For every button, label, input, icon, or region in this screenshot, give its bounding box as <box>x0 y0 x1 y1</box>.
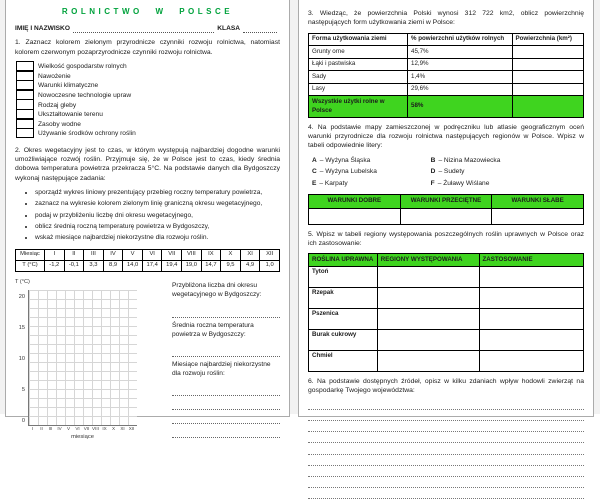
question-1-checklist <box>16 62 280 139</box>
usage-blank-cell <box>479 329 584 350</box>
usage-blank-cell <box>479 308 584 329</box>
land-use-name: Lasy <box>309 83 408 96</box>
usage-blank-cell <box>479 287 584 308</box>
region-option <box>431 156 550 165</box>
empty-line-chart <box>15 279 161 442</box>
name-label: IMIĘ I NAZWISKO <box>15 25 70 33</box>
regions-blank-cell <box>377 329 479 350</box>
checklist-row <box>16 91 280 101</box>
area-blank-cell <box>512 46 584 59</box>
x-tick: X <box>111 426 116 432</box>
table-total-row <box>309 96 584 117</box>
table-row <box>309 208 584 224</box>
option-name: – Sudety <box>438 168 465 176</box>
task-item: • sporządź wykres liniowy prezentujący przebieg roczny temperatury powietrza, <box>35 188 280 197</box>
answer-blank-line <box>172 427 280 438</box>
month-cell: VIII <box>182 250 202 261</box>
name-blank-line <box>73 25 214 33</box>
option-letter: B <box>430 156 436 164</box>
month-cell: XI <box>240 250 260 261</box>
temp-cell: 4,9 <box>240 261 260 272</box>
x-tick: XII <box>128 426 135 432</box>
month-cell: VII <box>162 250 182 261</box>
table-row <box>309 350 584 371</box>
regions-blank-cell <box>377 350 479 371</box>
region-options-list <box>312 156 549 188</box>
answer-prompt: Przybliżona liczba dni okresu wegetacyjnego w Bydgoszczy: <box>172 282 262 299</box>
land-use-percent: 45,7% <box>408 46 513 59</box>
temp-cell: 19,4 <box>162 261 182 272</box>
option-letter: A <box>312 156 317 164</box>
regions-blank-cell <box>377 308 479 329</box>
area-blank-cell <box>512 83 584 96</box>
task-item: • zaznacz na wykresie kolorem zielonym linię graniczną okresu wegetacyjnego, <box>35 199 280 208</box>
temperature-table <box>15 249 280 272</box>
temp-cell: 14,7 <box>201 261 221 272</box>
checkbox-label: Nowoczesne technologie upraw <box>38 91 132 99</box>
temp-cell: -0,1 <box>64 261 84 272</box>
answer-blank-line <box>172 346 280 357</box>
checklist-row <box>16 71 280 81</box>
table-row <box>309 46 584 59</box>
usage-blank-cell <box>479 350 584 371</box>
area-blank-cell <box>512 58 584 71</box>
land-use-percent: 12,9% <box>408 58 513 71</box>
answer-blank-line <box>308 434 584 444</box>
option-name: – Nizina Mazowiecka <box>438 156 501 164</box>
column-header: ROŚLINA UPRAWNA <box>309 254 378 267</box>
question-3-text: 3. Wiedząc, że powierzchnia Polski wynosi 312 722 km2, oblicz powierzchnię następujących form użytkowania ziemi w Polsce: <box>308 10 584 27</box>
area-blank-cell <box>512 96 584 117</box>
x-tick: VII <box>83 426 90 432</box>
question-6-text: 6. Na podstawie dostępnych źródeł, opisz w kilku zdaniach wpływ hodowli zwierząt na gospodarkę Twojego województwa: <box>308 377 584 395</box>
column-header: WARUNKI SŁABE <box>492 194 584 208</box>
answer-blank-line <box>308 489 584 499</box>
region-option <box>431 167 550 176</box>
chart-y-ticks <box>15 290 28 425</box>
checklist-row <box>16 100 280 110</box>
x-tick: IV <box>57 426 62 432</box>
y-tick: 15 <box>18 325 25 332</box>
checkbox-label: Rodzaj gleby <box>38 101 77 109</box>
checkbox-label: Warunki klimatyczne <box>38 82 99 90</box>
region-option <box>312 167 431 176</box>
temp-cell: 3,3 <box>84 261 104 272</box>
checkbox-label: Wielkość gospodarstw rolnych <box>38 63 127 71</box>
option-name: – Wyżyna Śląska <box>319 156 371 164</box>
column-header: REGIONY WYSTĘPOWANIA <box>377 254 479 267</box>
question-2-text: 2. Okres wegetacyjny jest to czas, w którym występują najbardziej dogodne warunki umożliwiające rozwój roślin. Przyjmuje się, że w Polsce jest to czas, kiedy średnia dobowa temperatura powietrza przekracza 5°C. Na podstawie danych dla Bydgoszczy wykonaj następujące zadania: <box>15 146 280 182</box>
land-use-percent: 1,4% <box>408 71 513 84</box>
temps-row <box>16 261 280 272</box>
option-letter: D <box>430 168 436 176</box>
worksheet-page-2 <box>298 0 594 417</box>
option-letter: F <box>430 179 435 187</box>
answer-blank-line <box>172 307 280 318</box>
question-2-answer-column <box>161 279 280 442</box>
option-letter: C <box>312 168 317 176</box>
usage-blank-cell <box>479 266 584 287</box>
x-tick: IX <box>102 426 107 432</box>
checkbox-label: Używanie środków ochrony roślin <box>38 130 136 138</box>
name-class-row <box>15 24 280 33</box>
column-header: % powierzchni użytków rolnych <box>408 33 513 46</box>
x-tick: III <box>48 426 53 432</box>
question-1-text: 1. Zaznacz kolorem zielonym przyrodnicze czynniki rozwoju rolnictwa, natomiast kolorem czerwonym pozaprzyrodnicze czynniki rozwoju rolnictwa. <box>15 39 280 56</box>
answer-blank-line <box>308 445 584 455</box>
temp-cell: -1,2 <box>45 261 65 272</box>
crop-name: Chmiel <box>309 350 378 371</box>
land-use-name: Sady <box>309 71 408 84</box>
answer-blank-line <box>308 478 584 488</box>
month-cell: III <box>84 250 104 261</box>
column-header: Forma użytkowania ziemi <box>309 33 408 46</box>
checkbox-label: Ukształtowanie terenu <box>38 111 103 119</box>
table-row <box>309 58 584 71</box>
task-item: • oblicz średnią roczną temperaturę powietrza w Bydgoszczy, <box>35 222 280 231</box>
crop-name: Rzepak <box>309 287 378 308</box>
temp-cell: 19,0 <box>182 261 202 272</box>
crops-table <box>308 253 584 372</box>
question-6-answer-lines <box>308 401 584 499</box>
option-name: – Wyżyna Lubelska <box>319 168 377 176</box>
worksheet-page-1 <box>5 0 290 441</box>
crop-name: Pszenica <box>309 308 378 329</box>
answer-blank-line <box>308 467 584 477</box>
conditions-table <box>308 194 584 225</box>
land-use-percent: 29,6% <box>408 83 513 96</box>
answer-blank-line <box>172 413 280 424</box>
month-cell: V <box>123 250 143 261</box>
checklist-row <box>16 110 280 120</box>
option-name: – Karpaty <box>319 179 348 187</box>
option-letter: E <box>312 179 317 187</box>
column-header: WARUNKI DOBRE <box>309 194 401 208</box>
table-row <box>309 266 584 287</box>
land-use-name: Grunty orne <box>309 46 408 59</box>
checklist-row <box>16 62 280 72</box>
regions-blank-cell <box>377 287 479 308</box>
conditions-blank-cell <box>400 208 492 224</box>
table-header-row <box>309 33 584 46</box>
chart-and-answers <box>15 279 280 442</box>
region-option <box>312 156 431 165</box>
checkbox[interactable] <box>16 128 34 138</box>
chart-y-axis-label: T (°C) <box>15 279 30 286</box>
column-header: WARUNKI PRZECIĘTNE <box>400 194 492 208</box>
x-tick: I <box>31 426 34 432</box>
regions-blank-cell <box>377 266 479 287</box>
checklist-row <box>16 81 280 91</box>
table-row <box>309 287 584 308</box>
table-row <box>309 308 584 329</box>
answer-prompt: Miesiące najbardziej niekorzystne dla rozwoju roślin: <box>172 360 271 377</box>
answer-blank-line <box>308 401 584 411</box>
temp-cell: 8,9 <box>103 261 123 272</box>
temp-cell: 14,0 <box>123 261 143 272</box>
temp-cell: 1,0 <box>260 261 280 272</box>
column-header: ZASTOSOWANIE <box>479 254 584 267</box>
temp-cell: 9,5 <box>221 261 241 272</box>
month-cell: I <box>45 250 65 261</box>
month-cell: X <box>221 250 241 261</box>
month-cell: VI <box>142 250 162 261</box>
answer-blank-line <box>308 412 584 422</box>
answer-blank-line <box>308 423 584 433</box>
y-tick: 20 <box>18 294 25 301</box>
region-option <box>312 179 431 188</box>
temp-header: T (°C) <box>16 261 45 272</box>
x-tick: VI <box>75 426 80 432</box>
checklist-row <box>16 129 280 139</box>
area-blank-cell <box>512 71 584 84</box>
y-tick: 5 <box>21 387 25 394</box>
temp-cell: 17,4 <box>142 261 162 272</box>
table-row <box>309 71 584 84</box>
table-row <box>309 329 584 350</box>
month-cell: IX <box>201 250 221 261</box>
month-cell: II <box>64 250 84 261</box>
checkbox-label: Zasoby wodne <box>38 120 81 128</box>
y-tick: 0 <box>21 418 25 425</box>
total-percent: 58% <box>408 96 513 117</box>
month-header: Miesiąc <box>16 250 45 261</box>
chart-plot-wrap <box>15 290 161 426</box>
months-row <box>16 250 280 261</box>
answer-blank-line <box>172 385 280 396</box>
x-tick: V <box>66 426 71 432</box>
task-item: • podaj w przybliżeniu liczbę dni okresu wegetacyjnego, <box>35 211 280 220</box>
table-row <box>309 83 584 96</box>
y-tick: 10 <box>18 356 25 363</box>
question-5-text: 5. Wpisz w tabeli regiony występowania poszczególnych roślin uprawnych w Polsce oraz ich zastosowanie: <box>308 230 584 247</box>
month-cell: IV <box>103 250 123 261</box>
class-blank-line <box>243 25 277 33</box>
checkbox-label: Nawożenie <box>38 72 71 80</box>
x-tick: XI <box>120 426 125 432</box>
x-tick: VIII <box>92 426 99 432</box>
question-4-text: 4. Na podstawie mapy zamieszczonej w podręczniku lub atlasie geograficznym oceń warunki przyrodnicze dla rozwoju rolnictwa następujących regionów w Polsce. Wpisz w tabeli odpowiednie litery: <box>308 123 584 150</box>
month-cell: XII <box>260 250 280 261</box>
crop-name: Tytoń <box>309 266 378 287</box>
chart-grid-area <box>28 290 137 426</box>
x-tick: II <box>40 426 43 432</box>
chart-x-axis-label: miesiące <box>71 434 94 441</box>
land-use-name: Łąki i pastwiska <box>309 58 408 71</box>
option-name: – Żuławy Wiślane <box>437 179 490 187</box>
page-title: ROLNICTWO W POLSCE <box>61 7 234 16</box>
conditions-blank-cell <box>492 208 584 224</box>
column-header: Powierzchnia (km²) <box>512 33 584 46</box>
region-option <box>431 179 550 188</box>
table-header-row <box>309 194 584 208</box>
crop-name: Burak cukrowy <box>309 329 378 350</box>
conditions-blank-cell <box>309 208 401 224</box>
task-item: • wskaż miesiące najbardziej niekorzystne dla rozwoju roślin. <box>35 233 280 242</box>
class-label: KLASA <box>217 25 240 33</box>
total-label: Wszystkie użytki rolne w Polsce <box>309 96 408 117</box>
table-header-row <box>309 254 584 267</box>
answer-prompt: Średnia roczna temperatura powietrza w Bydgoszczy: <box>172 321 254 338</box>
answer-blank-line <box>172 399 280 410</box>
land-use-table <box>308 33 584 118</box>
question-2-tasks <box>15 188 280 242</box>
answer-blank-line <box>308 456 584 466</box>
chart-x-ticks <box>28 426 137 432</box>
checklist-row <box>16 119 280 129</box>
